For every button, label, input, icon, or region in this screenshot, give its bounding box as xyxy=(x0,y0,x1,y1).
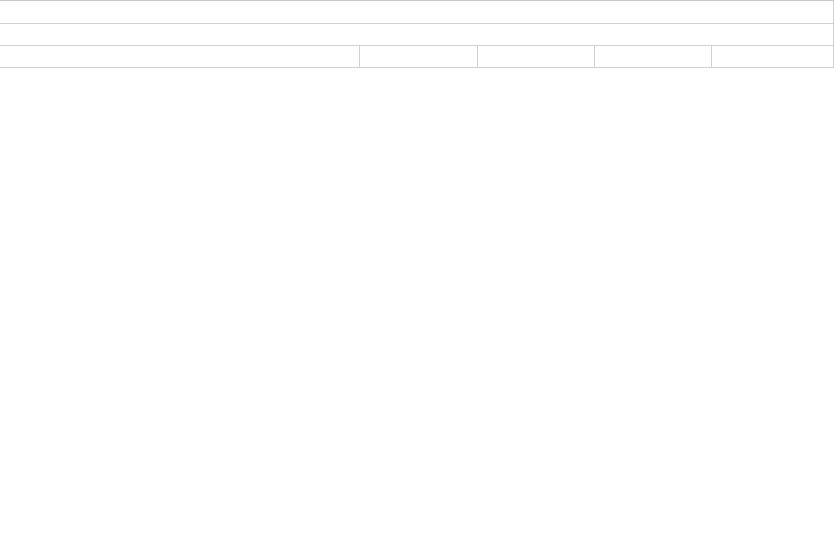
empty-cell[interactable] xyxy=(478,46,595,67)
statement-title[interactable] xyxy=(0,24,834,45)
empty-cell[interactable] xyxy=(595,46,712,67)
percentage-value[interactable] xyxy=(360,46,478,67)
percentage-label[interactable] xyxy=(0,46,360,67)
company-title[interactable] xyxy=(0,1,834,23)
subtitle-row xyxy=(0,24,834,46)
empty-cell[interactable] xyxy=(712,46,834,67)
percentage-row xyxy=(0,46,834,68)
title-row xyxy=(0,1,834,24)
